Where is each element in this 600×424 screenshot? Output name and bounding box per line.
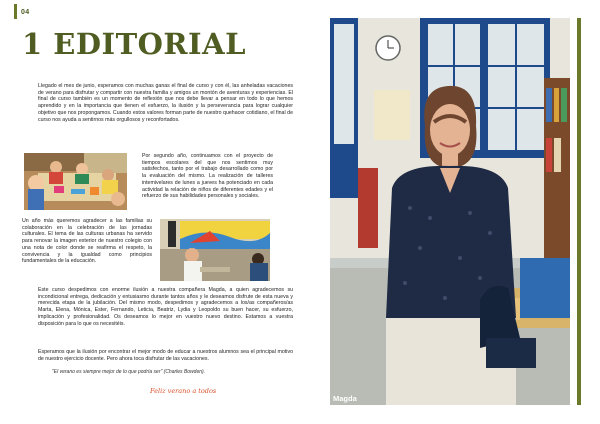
page-number: 04 xyxy=(21,9,30,16)
paragraph-intro: Llegado el mes de junio, esperamos con muchas ganas el final de curso y con él, las anheladas vacaciones de verano para disfrutar y compartir con nuestra familia y amigos un montón de aventuras y experiencias. El final de curso también es un momento de reflexión que nos debe llevar a pensar en todo lo que hemos aprendido y en la importancia que tienen el esfuerzo, la ilusión y la perseverancia para lograr cualquier objetivo que nos propongamos. Cuando estos valores forman parte de nuestro quehacer cotidiano, el final de curso nos ayuda a sentirnos más orgullosos y reconfortados. xyxy=(38,83,293,123)
quote: "El verano es siempre mejor de lo que podría ser" (Charles Bowden). xyxy=(52,369,206,375)
closing-wish: Feliz verano a todos xyxy=(150,387,217,395)
classroom-workshop-photo xyxy=(24,153,127,210)
paragraph-hope: Esperamos que la ilusión por encontrar el mejor modo de educar a nuestros alumnos sea el principal motivo de nuestro ejercicio docente. Pero ahora toca disfrutar de las vacaciones. xyxy=(38,349,293,362)
page-number-bar xyxy=(14,4,17,19)
urban-mural-photo xyxy=(160,219,270,281)
page-edge-bar xyxy=(577,18,581,405)
paragraph-families: Un año más queremos agradecer a las familias su colaboración en la celebración de las jornadas culturales. El tema de las culturas urbanas ha servido para renovar la imagen exterior de nuestro colegio con una nota de color donde se reafirma el respeto, la convivencia y la igualdad como principios fundamentales de la educación. xyxy=(22,218,152,265)
paragraph-farewell: Este curso despedimos con enorme ilusión a nuestra compañera Magda, a quien agradecemos su incondicional entrega, dedicación y entusiasmo durante tantos años y le deseamos disfrute de esta nueva y merecida etapa de la jubilación. Del mismo modo, despedimos y agradecemos a los/as compañeros/as Marta, Elena, Mónica, Ester, Fernando, Leticia, Beatriz, Lydia y Leopoldo su buen hacer, su esfuerzo, implicación y profesionalidad. Os deseamos lo mejor en vuestro nuevo destino. Estamos a vuestra disposición para lo que os necesitéis. xyxy=(38,287,293,327)
magda-portrait-photo xyxy=(330,18,570,405)
paragraph-school-times: Por segundo año, continuamos con el proyecto de tiempos escolares del que nos sentimos muy satisfechos, tanto por el trabajo desarrollado como por la evaluación del mismo. La realización de talleres intemivelares de lunes a jueves ha potenciado en cada actividad la relación de niños de diferentes edades y el refuerzo de sus habilidades personales y sociales. xyxy=(142,153,273,200)
page-title: 1 EDITORIAL xyxy=(22,27,246,61)
photo-caption: Magda xyxy=(333,394,357,403)
